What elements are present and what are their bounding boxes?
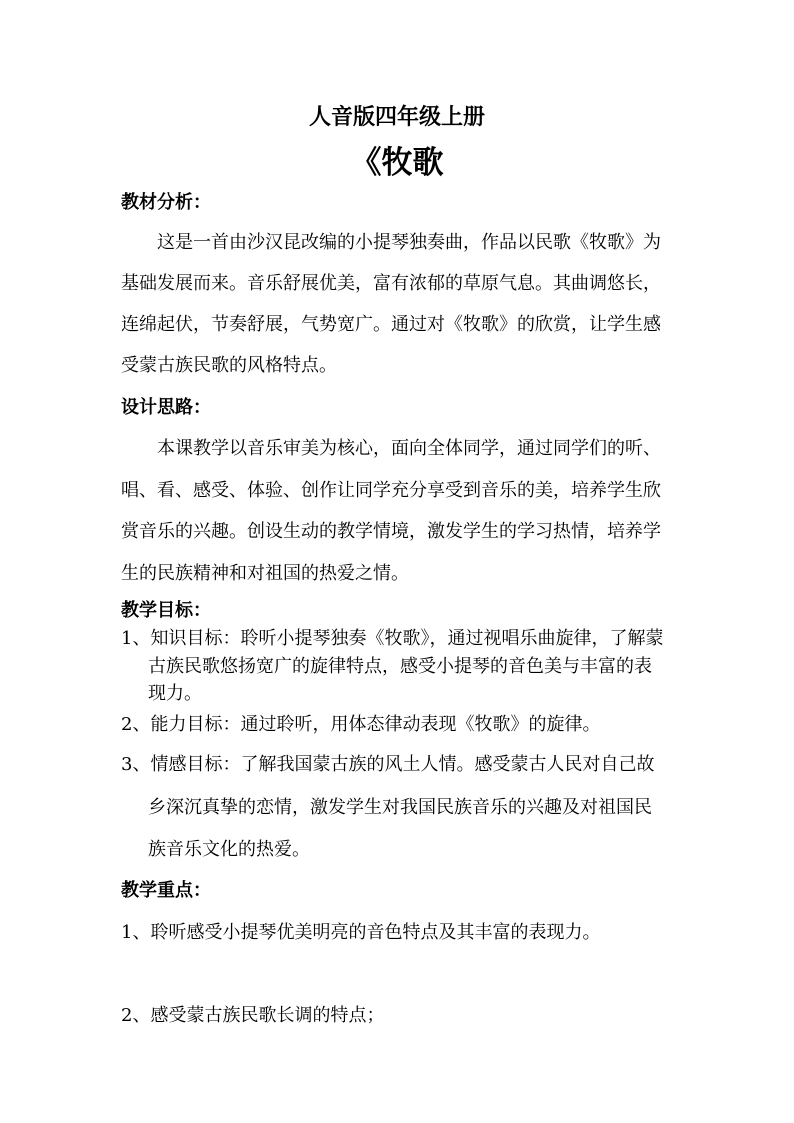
analysis-line-4: 受蒙古族民歌的风格特点。 [121, 355, 337, 376]
goal-3-line-1: 3、情感目标：了解我国蒙古族的风土人情。感受蒙古人民对自己故 [121, 754, 655, 775]
goal-3-line-2: 乡深沉真挚的恋情，激发学生对我国民族音乐的兴趣及对祖国民 [148, 797, 652, 818]
design-line-2: 唱、看、感受、体验、创作让同学充分享受到音乐的美，培养学生欣 [121, 480, 661, 501]
goal-1-line-1: 1、知识目标：聆听小提琴独奏《牧歌》，通过视唱乐曲旋律，了解蒙 [121, 628, 664, 649]
keypoint-2: 2、感受蒙古族民歌长调的特点； [121, 1005, 385, 1026]
analysis-line-3: 连绵起伏，节奏舒展，气势宽广。通过对《牧歌》的欣赏，让学生感 [121, 314, 661, 335]
goals-heading: 教学目标： [121, 600, 211, 621]
analysis-heading: 教材分析： [121, 192, 211, 213]
goal-3-line-3: 族音乐文化的热爱。 [148, 839, 310, 860]
design-heading: 设计思路： [121, 397, 211, 418]
keypoint-1: 1、聆听感受小提琴优美明亮的音色特点及其丰富的表现力。 [121, 922, 601, 943]
keypoints-heading: 教学重点： [121, 880, 211, 901]
analysis-line-2: 基础发展而来。音乐舒展优美，富有浓郁的草原气息。其曲调悠长， [121, 273, 661, 294]
design-line-1: 本课教学以音乐审美为核心，面向全体同学，通过同学们的听、 [157, 438, 661, 459]
document-title: 人音版四年级上册 [308, 104, 485, 130]
goal-1-line-3: 现力。 [148, 683, 202, 704]
goal-1-line-2: 古族民歌悠扬宽广的旋律特点，感受小提琴的音色美与丰富的表 [148, 656, 652, 677]
lesson-title: 《牧歌 [350, 145, 444, 181]
analysis-line-1: 这是一首由沙汉昆改编的小提琴独奏曲，作品以民歌《牧歌》为 [157, 232, 661, 253]
design-line-3: 赏音乐的兴趣。创设生动的教学情境，激发学生的学习热情，培养学 [121, 521, 661, 542]
goal-2: 2、能力目标：通过聆听，用体态律动表现《牧歌》的旋律。 [121, 714, 601, 735]
design-line-4: 生的民族精神和对祖国的热爱之情。 [121, 563, 409, 584]
